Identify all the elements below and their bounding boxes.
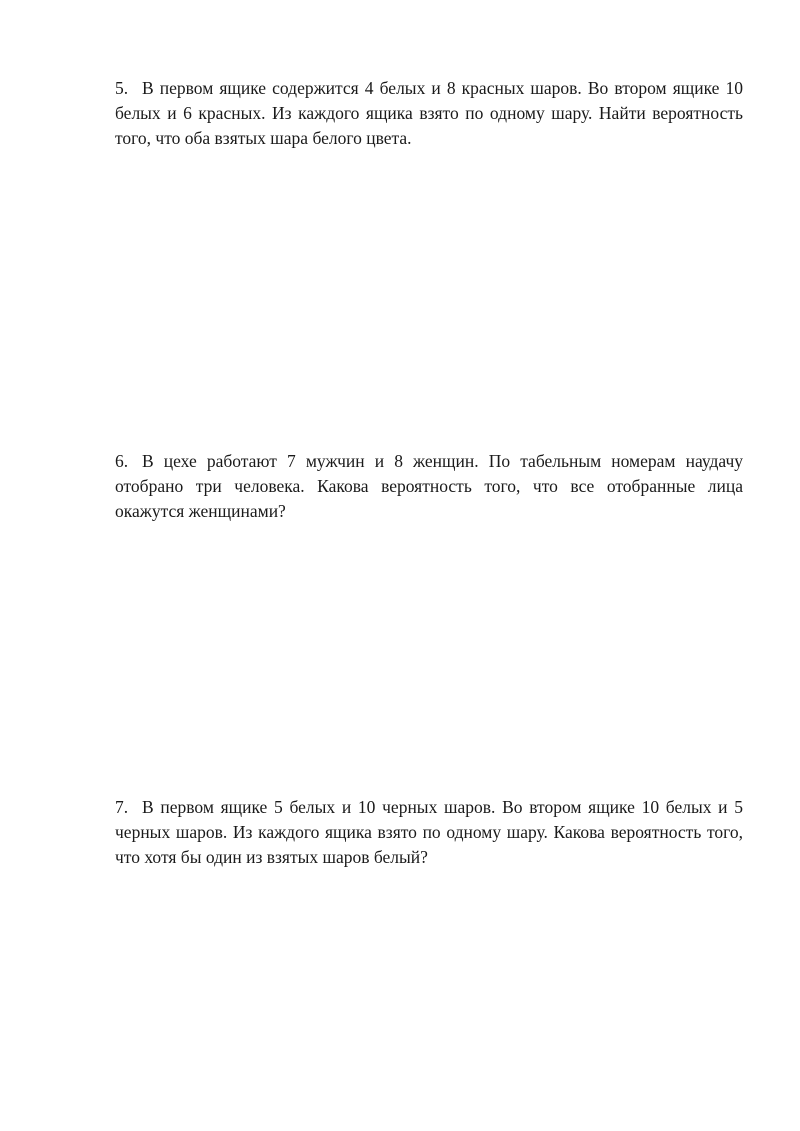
problem-number: 5. [115,78,129,98]
problem-text: В первом ящике содержится 4 белых и 8 красных шаров. Во втором ящике 10 белых и 6 красных. Из каждого ящика взято по одному шару. Найти вероятность того, что оба взятых шара белого цвета. [115,78,743,148]
problem-text: В первом ящике 5 белых и 10 черных шаров. Во втором ящике 10 белых и 5 черных шаров. Из каждого ящика взято по одному шару. Какова вероятность того, что хотя бы один из взятых шаров белый? [115,797,743,867]
problem-6 [115,449,743,524]
problem-number: 7. [115,797,129,817]
problem-7 [115,795,743,870]
problem-number: 6. [115,451,129,471]
problem-5 [115,76,743,151]
problem-text: В цехе работают 7 мужчин и 8 женщин. По табельным номерам наудачу отобрано три человека. Какова вероятность того, что все отобранные лица окажутся женщинами? [115,451,743,521]
